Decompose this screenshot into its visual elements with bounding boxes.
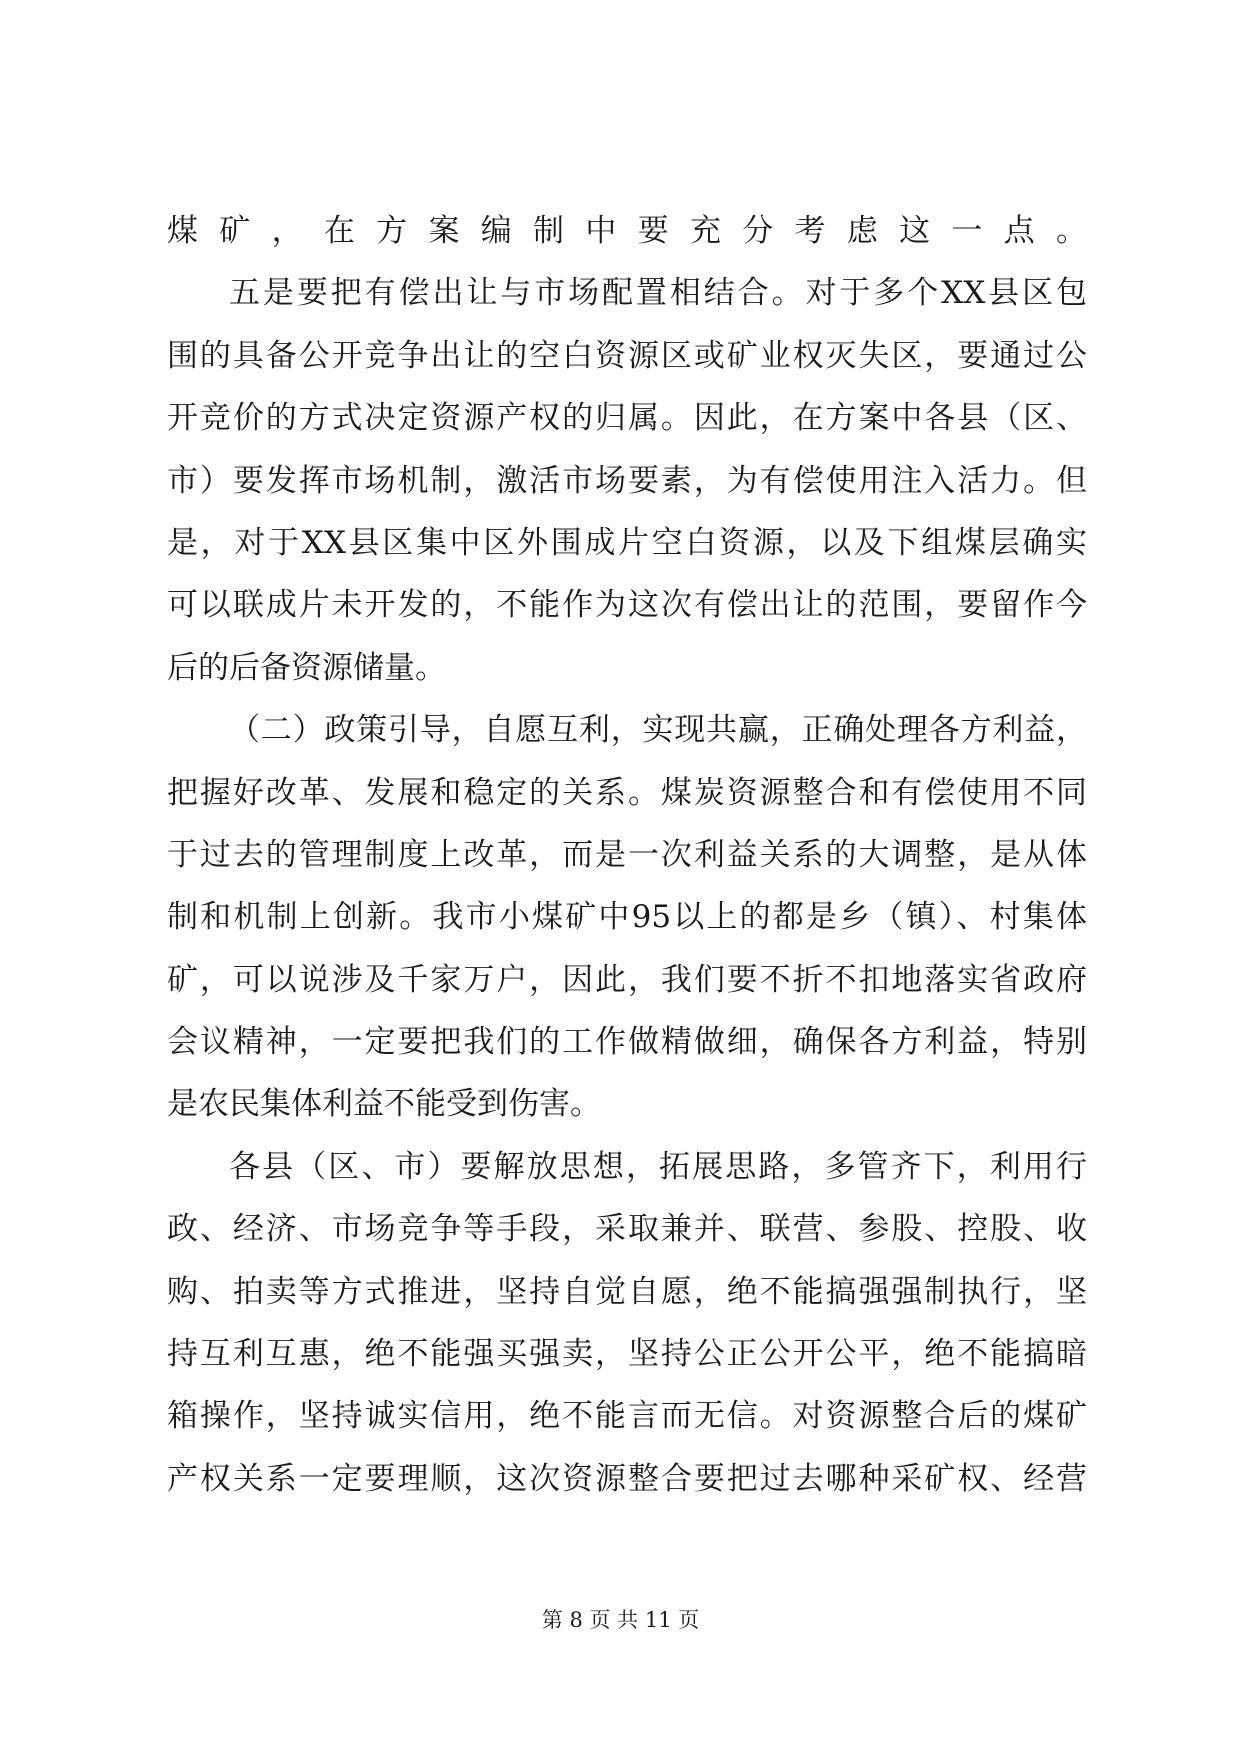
text-line: 于过去的管理制度上改革，而是一次利益关系的大调整，是从体 [167,836,1087,873]
text-line: 产权关系一定要理顺，这次资源整合要把过去哪种采矿权、经营 [167,1460,1087,1497]
text-line: 把握好改革、发展和稳定的关系。煤炭资源整合和有偿使用不同 [167,774,1087,811]
body-text [167,200,1087,1510]
text-line: 可以联成片未开发的，不能作为这次有偿出让的范围，要留作今 [167,587,1087,624]
paragraph-end-line: 是农民集体利益不能受到伤害。 [167,1086,601,1123]
text-line: 会议精神，一定要把我们的工作做精做细，确保各方利益，特别 [167,1024,1087,1061]
text-line: 煤矿，在方案编制中要充分考虑这一点。 [167,213,1087,249]
text-line: 是，对于XX县区集中区外围成片空白资源，以及下组煤层确实 [167,524,1087,561]
paragraph-end-line: 后的后备资源储量。 [167,649,446,686]
text-line: 矿，可以说涉及千家万户，因此，我们要不折不扣地落实省政府 [167,961,1087,998]
text-line: 开竞价的方式决定资源产权的归属。因此，在方案中各县（区、 [167,400,1087,437]
text-line: 购、拍卖等方式推进，坚持自觉自愿，绝不能搞强强制执行，坚 [167,1273,1087,1310]
text-line: 箱操作，坚持诚实信用，绝不能言而无信。对资源整合后的煤矿 [167,1398,1087,1435]
page-number-footer: 第 8 页 共 11 页 [541,1608,700,1632]
text-line: 持互利互惠，绝不能强买强卖，坚持公正公开公平，绝不能搞暗 [167,1336,1087,1373]
text-line: 市）要发挥市场机制，激活市场要素，为有偿使用注入活力。但 [167,462,1087,499]
paragraph-start-line: 各县（区、市）要解放思想，拓展思路，多管齐下，利用行 [229,1148,1087,1185]
paragraph-start-line: 五是要把有偿出让与市场配置相结合。对于多个XX县区包 [229,275,1087,312]
text-line: 政、经济、市场竞争等手段，采取兼并、联营、参股、控股、收 [167,1211,1087,1248]
text-line: 制和机制上创新。我市小煤矿中95以上的都是乡（镇）、村集体 [167,899,1087,936]
section-heading-line: （二）政策引导，自愿互利，实现共赢，正确处理各方利益， [229,712,1087,749]
text-line: 围的具备公开竞争出让的空白资源区或矿业权灭失区，要通过公 [167,337,1087,374]
